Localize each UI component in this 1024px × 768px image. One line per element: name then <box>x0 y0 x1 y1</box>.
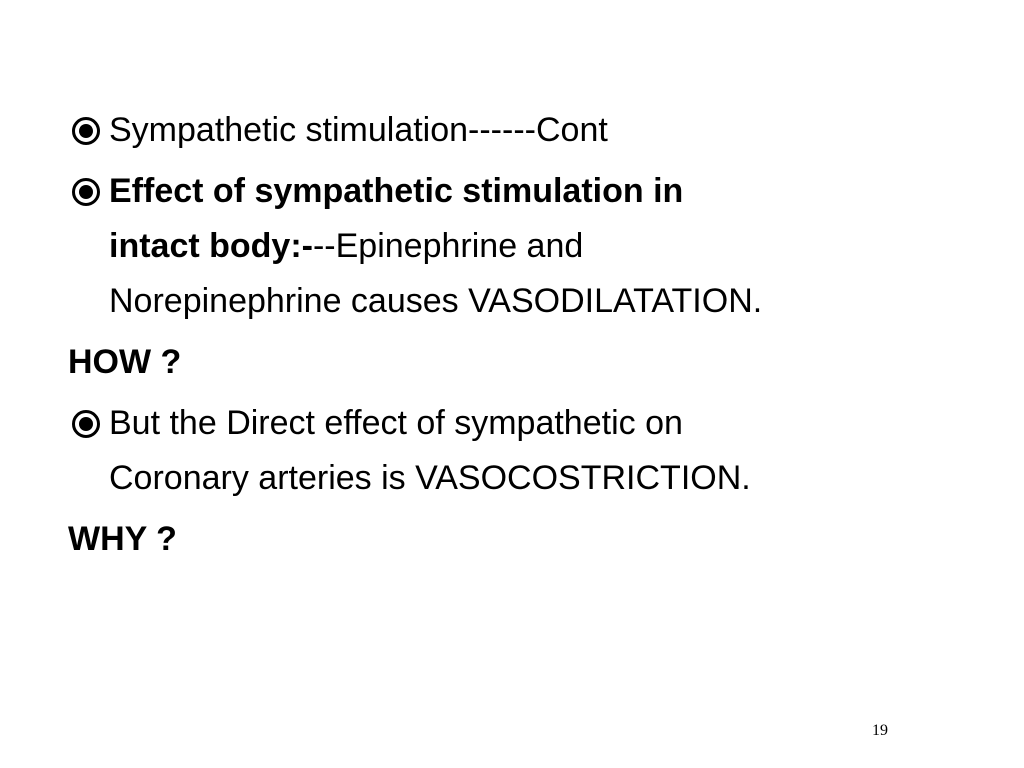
radio-bullet-icon <box>71 116 101 146</box>
bullet-text-bold: Effect of sympathetic stimulation in <box>109 172 684 210</box>
heading-how: HOW ? <box>68 343 182 381</box>
slide-number: 19 <box>872 722 888 739</box>
bullet-text-line <box>109 219 948 274</box>
heading-why: WHY ? <box>68 520 177 558</box>
bullet-item-direct-effect <box>68 396 948 506</box>
bullet-text: Norepinephrine causes VASODILATATION. <box>109 282 763 320</box>
bullet-text: --Epinephrine and <box>312 227 584 265</box>
bullet-text: Sympathetic stimulation------Cont <box>109 111 608 149</box>
bullet-text: But the Direct effect of sympathetic on <box>109 404 683 442</box>
bullet-item-sympathetic-stimulation <box>68 103 948 158</box>
bullet-text: Coronary arteries is VASOCOSTRICTION. <box>109 459 751 497</box>
bullet-item-effect-intact-body <box>68 164 948 329</box>
radio-bullet-icon <box>71 177 101 207</box>
bullet-text-bold: intact body:- <box>109 227 313 265</box>
radio-bullet-icon <box>71 409 101 439</box>
slide-body <box>68 103 948 573</box>
